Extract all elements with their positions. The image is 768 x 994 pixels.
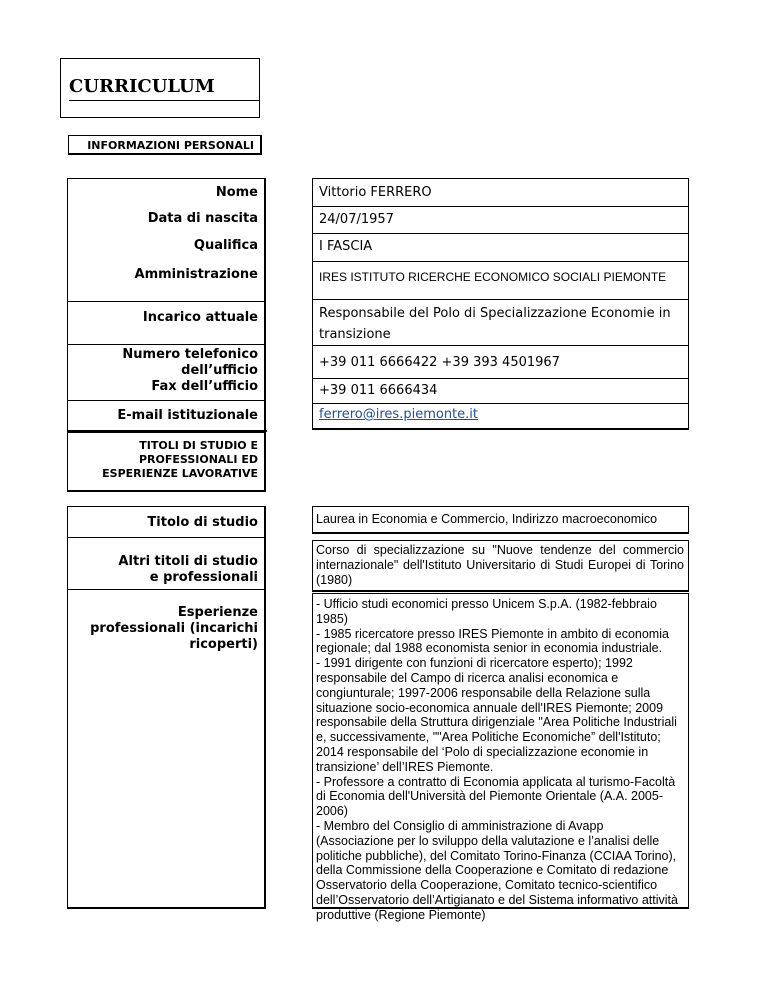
curriculum-title-box xyxy=(60,58,260,118)
label-incarico: Incarico attuale xyxy=(142,310,258,325)
altri-titoli-box xyxy=(312,540,689,592)
row-fax xyxy=(313,379,688,404)
value-titolo-studio: Laurea in Economia e Commercio, Indirizzo macroeconomico xyxy=(316,512,658,526)
value-altri-titoli: Corso di specializzazione su "Nuove tendenze del commercio internazionale" dell'Istituto Universitario di Studi Europei di Torino (1980) xyxy=(316,543,684,587)
separator xyxy=(68,589,265,590)
label-nome: Nome xyxy=(215,185,258,200)
label-esperienze: Esperienze professionali (incarichi ricoperti) xyxy=(90,605,258,652)
value-esperienze: - Ufficio studi economici presso Unicem S.p.A. (1982-febbraio 1985) - 1985 ricercatore presso IRES Piemonte in ambito di economia regionale; dal 1988 economista senior in economia industriale. - 1991 dirigente con funzioni di ricercatore esperto); 1992 responsabile del Campo di ricerca analisi economica e congiunturale; 1997-2006 responsabile della Relazione sulla situazione socio-economica annuale dell'IRES Piemonte; 2009 responsabile della Struttura dirigenziale "Area Politiche Industriali e, successivamente, ""Area Politiche Economiche” dell'Istituto; 2014 responsabile del ‘Polo di specializzazione economie in transizione’ dell’IRES Piemonte. - Professore a contratto di Economia applicata al turismo-Facoltà di Economia dell'Università del Piemonte Orientale (A.A. 2005-2006) - Membro del Consiglio di amministrazione di Avapp (Associazione per lo sviluppo della valutazione e l’analisi delle politiche pubbliche), del Comitato Torino-Finanza (CCIAA Torino), della Commissione della Cooperazione e Comitato di redazione Osservatorio della Cooperazione, Comitato tecnico-scientifico dell’Osservatorio dell’Artigianato e del Sistema informativo attività produttive (Regione Piemonte) xyxy=(316,597,678,922)
row-telefono xyxy=(313,346,688,379)
row-email xyxy=(313,404,688,428)
value-qualifica: I FASCIA xyxy=(319,239,373,254)
value-telefono: +39 011 6666422 +39 393 4501967 xyxy=(319,355,560,370)
label-telefono-1: Numero telefonico xyxy=(122,347,258,362)
titolo-studio-box xyxy=(312,506,689,534)
separator xyxy=(68,301,265,302)
separator xyxy=(68,400,265,401)
label-qualifica: Qualifica xyxy=(193,238,258,253)
label-titolo-studio: Titolo di studio xyxy=(147,515,258,530)
row-nome xyxy=(313,179,688,207)
value-fax: +39 011 6666434 xyxy=(319,383,438,398)
esperienze-box xyxy=(312,593,689,922)
label-data-nascita: Data di nascita xyxy=(147,211,258,226)
row-amministrazione xyxy=(313,262,688,300)
value-incarico: Responsabile del Polo di Specializzazione Economie in transizione xyxy=(319,306,671,342)
title-underline xyxy=(69,100,259,101)
separator xyxy=(68,537,265,538)
label-fax: Fax dell’ufficio xyxy=(151,379,258,394)
page-title: CURRICULUM xyxy=(69,76,215,97)
label-altri-titoli: Altri titoli di studio e professionali xyxy=(118,554,258,585)
personal-labels-column xyxy=(67,178,266,432)
value-nome: Vittorio FERRERO xyxy=(319,185,432,200)
value-amministrazione: IRES ISTITUTO RICERCHE ECONOMICO SOCIALI PIEMONTE xyxy=(319,270,667,284)
value-data-nascita: 24/07/1957 xyxy=(319,212,394,227)
section-header-personal: INFORMAZIONI PERSONALI xyxy=(68,135,262,155)
row-qualifica xyxy=(313,234,688,262)
personal-values-table xyxy=(312,178,689,430)
section-header-studies: TITOLI DI STUDIO E PROFESSIONALI ED ESPERIENZE LAVORATIVE xyxy=(67,432,266,492)
label-email: E-mail istituzionale xyxy=(117,408,258,423)
label-amministrazione: Amministrazione xyxy=(134,267,258,282)
row-incarico xyxy=(313,300,688,346)
separator xyxy=(68,344,265,345)
row-data-nascita xyxy=(313,207,688,234)
studies-labels-column xyxy=(67,506,266,909)
label-telefono-2: dell’ufficio xyxy=(181,363,258,378)
value-email-link[interactable]: ferrero@ires.piemonte.it xyxy=(319,407,478,422)
